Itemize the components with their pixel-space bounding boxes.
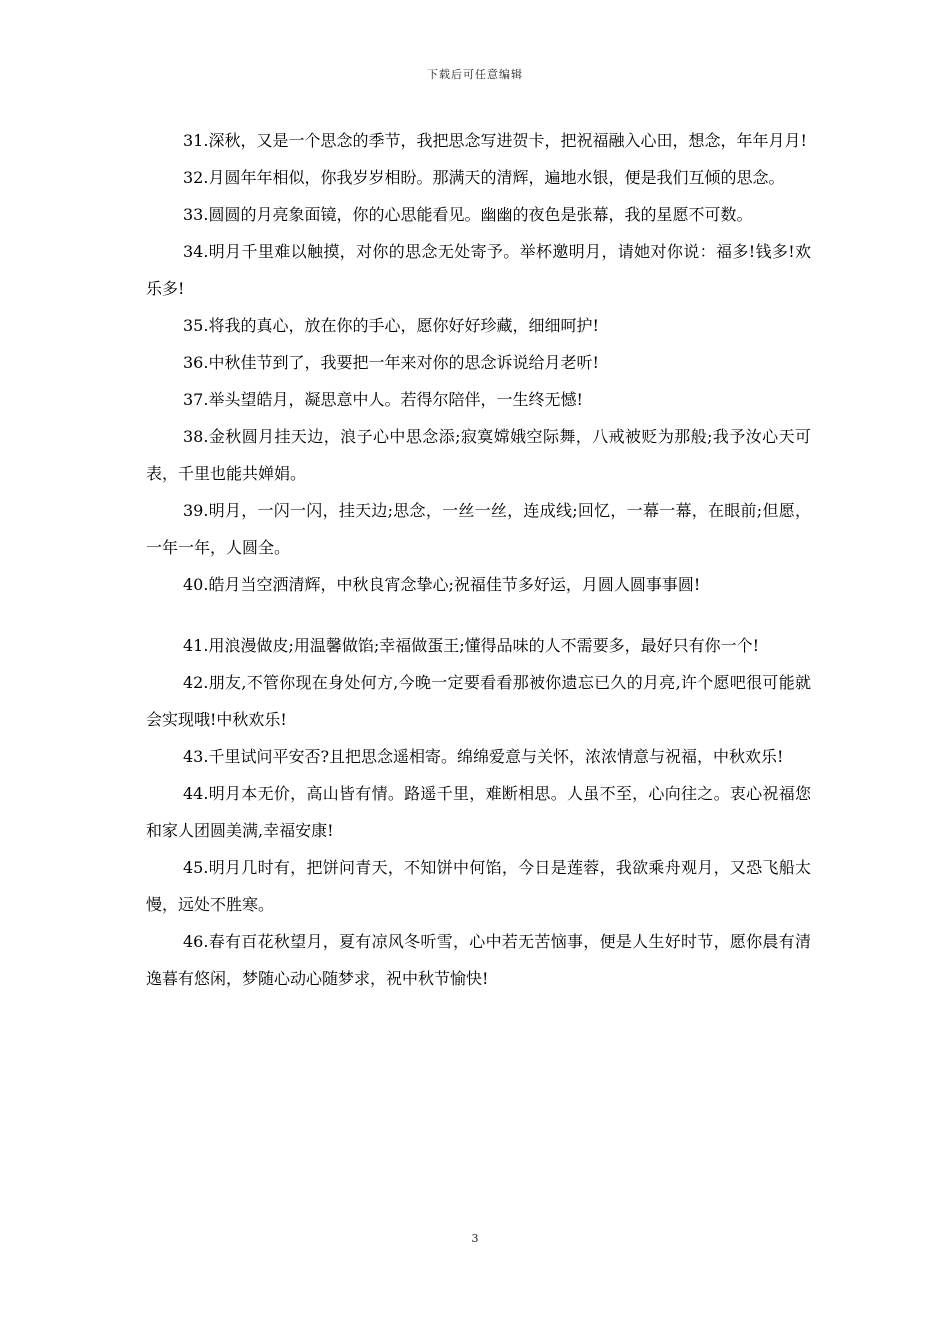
- paragraph-36: 36.中秋佳节到了，我要把一年来对你的思念诉说给月老听!: [183, 353, 599, 372]
- page-header: 下载后可任意编辑: [427, 68, 523, 81]
- paragraph-31: 31.深秋，又是一个思念的季节，我把思念写进贺卡，把祝福融入心田，想念，年年月月!: [183, 131, 807, 150]
- paragraph-44: 44.明月本无价，高山皆有情。路遥千里，难断相思。人虽不至，心向往之。衷心祝福您和家人团圆美满,幸福安康!: [146, 784, 811, 840]
- paragraph-43: 43.千里试问平安否?且把思念遥相寄。绵绵爱意与关怀，浓浓情意与祝福，中秋欢乐!: [183, 747, 784, 766]
- paragraph-41: 41.用浪漫做皮;用温馨做馅;幸福做蛋王;懂得品味的人不需要多，最好只有你一个!: [183, 636, 760, 655]
- paragraph-33: 33.圆圆的月亮象面镜，你的心思能看见。幽幽的夜色是张幕，我的星愿不可数。: [183, 205, 753, 224]
- paragraph-32: 32.月圆年年相似，你我岁岁相盼。那满天的清辉，遍地水银，便是我们互倾的思念。: [183, 168, 785, 187]
- paragraph-45: 45.明月几时有，把饼问青天，不知饼中何馅，今日是莲蓉，我欲乘舟观月，又恐飞船太慢，远处不胜寒。: [146, 858, 811, 914]
- paragraph-34: 34.明月千里难以触摸，对你的思念无处寄予。举杯邀明月，请她对你说：福多!钱多!欢乐多!: [146, 242, 811, 298]
- paragraph-39: 39.明月，一闪一闪，挂天边;思念，一丝一丝，连成线;回忆，一幕一幕，在眼前;但愿，一年一年，人圆全。: [146, 501, 811, 557]
- section-gap: [146, 603, 811, 627]
- document-body: [146, 122, 811, 997]
- page-number: 3: [471, 1232, 479, 1245]
- paragraph-40: 40.皓月当空洒清辉，中秋良宵念挚心;祝福佳节多好运，月圆人圆事事圆!: [183, 575, 701, 594]
- paragraph-46: 46.春有百花秋望月，夏有凉风冬听雪，心中若无苦恼事，便是人生好时节，愿你晨有清逸暮有悠闲，梦随心动心随梦求，祝中秋节愉快!: [146, 932, 811, 988]
- paragraph-42: 42.朋友,不管你现在身处何方,今晚一定要看看那被你遗忘已久的月亮,许个愿吧很可能就会实现哦!中秋欢乐!: [146, 673, 811, 729]
- paragraph-35: 35.将我的真心，放在你的手心，愿你好好珍藏，细细呵护!: [183, 316, 599, 335]
- paragraph-37: 37.举头望皓月，凝思意中人。若得尔陪伴，一生终无憾!: [183, 390, 583, 409]
- paragraph-38: 38.金秋圆月挂天边，浪子心中思念添;寂寞嫦娥空际舞，八戒被贬为那般;我予汝心天可表，千里也能共婵娟。: [146, 427, 811, 483]
